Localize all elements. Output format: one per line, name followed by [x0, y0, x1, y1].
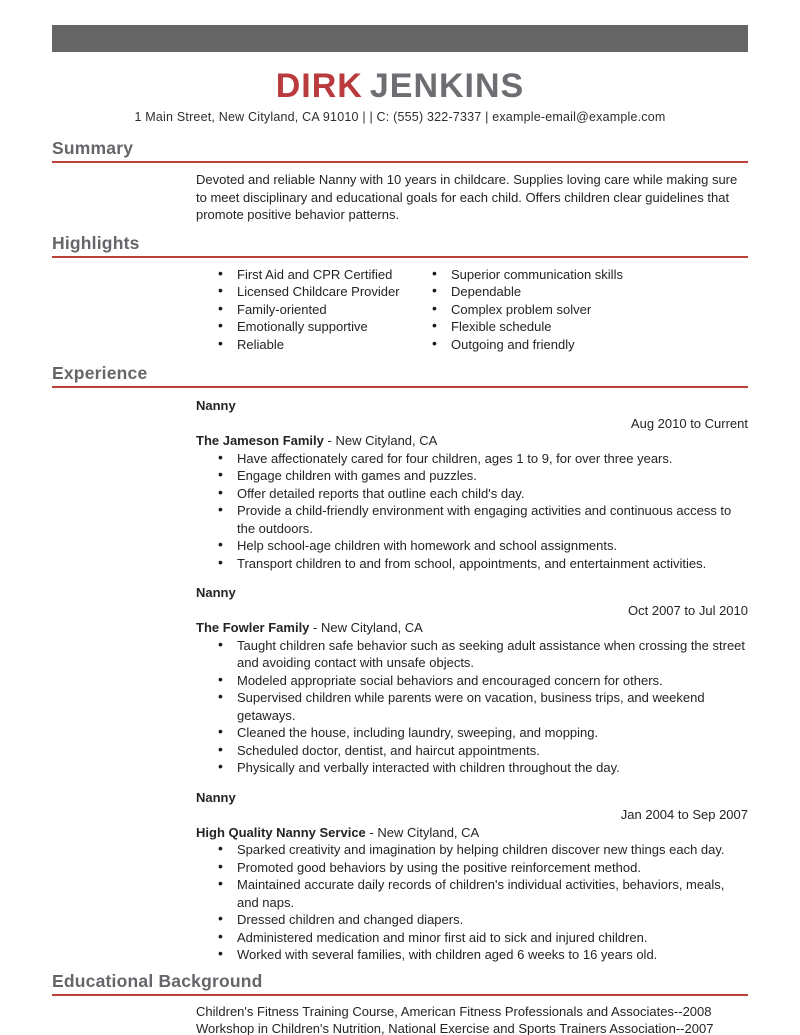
job-bullet: • Promoted good behaviors by using the positive reinforcement method.	[196, 859, 748, 877]
highlight-item: • Emotionally supportive	[196, 318, 410, 336]
job-bullet-list	[196, 841, 748, 964]
job-bullet: • Supervised children while parents were on vacation, business trips, and weekend getaways.	[196, 689, 748, 724]
job-dates: Oct 2007 to Jul 2010	[628, 602, 748, 618]
job-bullet: • Scheduled doctor, dentist, and haircut appointments.	[196, 742, 748, 760]
job-bullet: • Maintained accurate daily records of children's individual activities, behaviors, meals, and naps.	[196, 876, 748, 911]
highlight-item: • Reliable	[196, 336, 410, 354]
section-education	[0, 972, 800, 1035]
job-dates: Aug 2010 to Current	[630, 415, 748, 431]
education-content	[196, 1003, 748, 1035]
employer-name: High Quality Nanny Service	[196, 824, 366, 840]
job-location: New Cityland, CA	[377, 824, 480, 840]
job-employer-line	[196, 824, 748, 842]
job-bullet: • Modeled appropriate social behaviors and encouraged concern for others.	[196, 672, 748, 690]
section-highlights	[0, 234, 800, 354]
job-bullet-list	[196, 637, 748, 777]
job-bullet: • Sparked creativity and imagination by helping children discover new things each day.	[196, 841, 748, 859]
education-section-title: Educational Background	[52, 972, 748, 996]
job-bullet: • Transport children to and from school, appointments, and entertainment activities.	[196, 555, 748, 573]
highlight-item: • Family-oriented	[196, 301, 410, 319]
highlight-item: • Superior communication skills	[410, 266, 748, 284]
job-bullet: • Offer detailed reports that outline each child's day.	[196, 485, 748, 503]
job-title: Nanny	[196, 398, 236, 413]
job-title: Nanny	[196, 585, 236, 600]
job-title: Nanny	[196, 789, 236, 805]
education-lines	[196, 1003, 748, 1035]
employer-separator: -	[309, 620, 321, 635]
summary-text: Devoted and reliable Nanny with 10 years in childcare. Supplies loving care while making sure to meet disciplinary and educational goals for each child. Offers children clear guidelines that promote positive behavior patterns.	[196, 172, 738, 222]
job-bullet: • Cleaned the house, including laundry, sweeping, and mopping.	[196, 724, 748, 742]
highlight-item: • Dependable	[410, 283, 748, 301]
section-experience	[0, 364, 800, 964]
job-bullet: • Dressed children and changed diapers.	[196, 911, 748, 929]
highlight-item: • First Aid and CPR Certified	[196, 266, 410, 284]
job-employer-line	[196, 432, 748, 450]
experience-entry-1	[196, 397, 748, 572]
employer-name: The Fowler Family	[196, 620, 310, 635]
highlights-column-2	[410, 266, 748, 354]
job-bullet: • Taught children safe behavior such as seeking adult assistance when crossing the street and avoiding contact with unsafe objects.	[196, 637, 748, 672]
job-bullet-list	[196, 450, 748, 573]
employer-name: The Jameson Family	[196, 433, 324, 448]
job-bullet: • Provide a child-friendly environment with engaging activities and continuous access to the outdoors.	[196, 502, 748, 537]
job-bullet: • Administered medication and minor first aid to sick and injured children.	[196, 929, 748, 947]
job-bullet: • Help school-age children with homework and school assignments.	[196, 537, 748, 555]
employer-separator: -	[323, 433, 336, 448]
experience-entry-2	[196, 584, 748, 777]
employer-separator: -	[365, 824, 378, 840]
education-line: Workshop in Children's Nutrition, National Exercise and Sports Trainers Association--2007	[196, 1021, 714, 1035]
job-dates: Jan 2004 to Sep 2007	[620, 807, 748, 822]
highlights-column-1	[196, 266, 410, 354]
job-bullet: • Physically and verbally interacted with children throughout the day.	[196, 759, 748, 777]
candidate-last-name: JENKINS	[369, 67, 525, 105]
contact-line: 1 Main Street, New Cityland, CA 91010 | | C: (555) 322-7337 | example-email@example.com	[134, 110, 666, 124]
job-location: New Cityland, CA	[335, 433, 438, 448]
summary-content	[196, 171, 748, 224]
candidate-first-name: DIRK	[275, 67, 363, 105]
summary-section-title: Summary	[52, 139, 748, 163]
experience-section-title: Experience	[52, 364, 748, 388]
job-employer-line	[196, 619, 748, 637]
highlight-item: • Complex problem solver	[410, 301, 748, 319]
highlight-item: • Flexible schedule	[410, 318, 748, 336]
highlights-content	[196, 266, 748, 354]
job-bullet: • Worked with several families, with children aged 6 weeks to 16 years old.	[196, 946, 748, 964]
experience-content	[196, 397, 748, 964]
candidate-name	[0, 66, 800, 106]
highlight-item: • Outgoing and friendly	[410, 336, 748, 354]
job-location: New Cityland, CA	[320, 620, 423, 635]
section-summary	[0, 139, 800, 224]
highlights-columns	[196, 266, 748, 354]
highlights-section-title: Highlights	[52, 234, 748, 258]
header-bar	[52, 25, 748, 52]
education-line: Children's Fitness Training Course, American Fitness Professionals and Associates--2008	[196, 1003, 712, 1019]
job-bullet: • Have affectionately cared for four children, ages 1 to 9, for over three years.	[196, 450, 748, 468]
highlight-item: • Licensed Childcare Provider	[196, 283, 410, 301]
experience-entry-3	[196, 789, 748, 964]
job-bullet: • Engage children with games and puzzles.	[196, 467, 748, 485]
